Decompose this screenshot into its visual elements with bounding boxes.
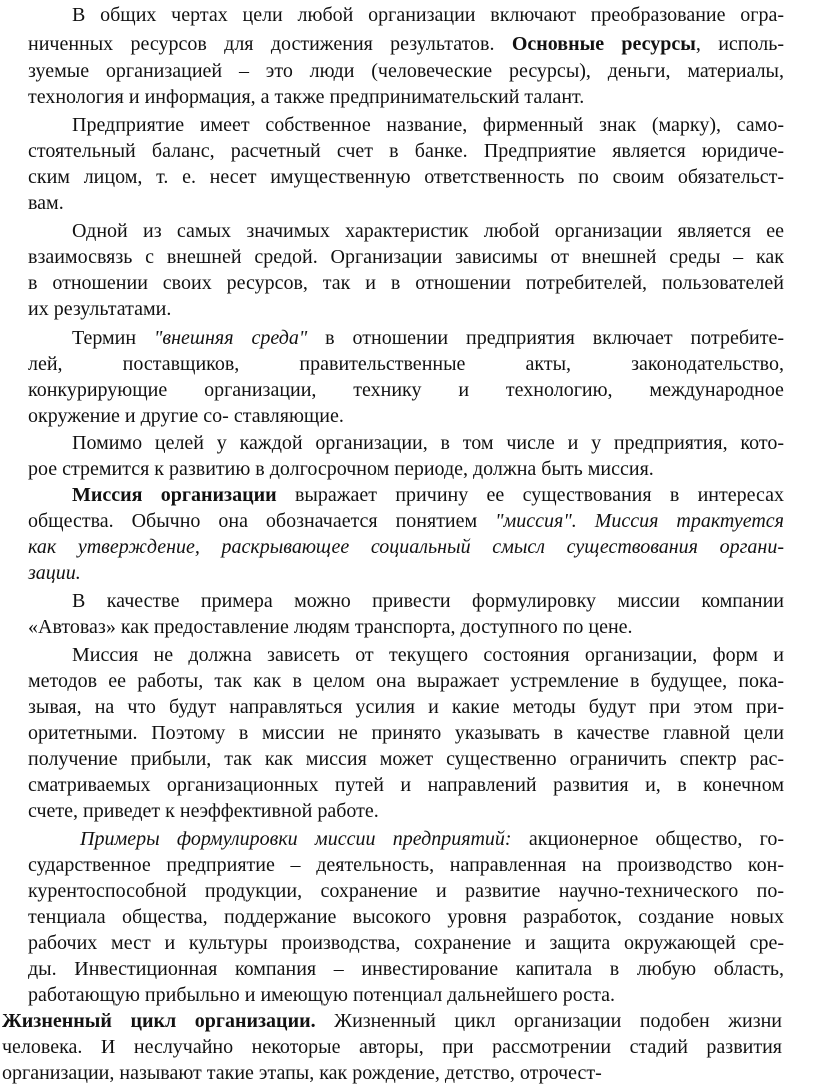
paragraph-6-line [72, 482, 784, 509]
paragraph-8-line: счете, приведет к неэффективной работе. [28, 800, 379, 822]
paragraph-1-line: технология и информация, а также предпринимательский талант. [28, 86, 585, 108]
paragraph-8-line: зывая, на что будут направляться усилия и какие методы будут при этом при- [28, 696, 784, 718]
paragraph-1-line: зуемые организацией – это люди (человеческие ресурсы), деньги, материалы, [28, 60, 784, 82]
paragraph-3-line: взаимосвязь с внешней средой. Организации зависимы от внешней среды – как [28, 246, 784, 268]
paragraph-3-line: их результатами. [28, 298, 172, 320]
paragraph-4-line [72, 325, 784, 352]
paragraph-10-line [2, 1008, 782, 1035]
paragraph-9-line: работающую прибыльно и имеющую потенциал дальнейшего роста. [28, 984, 616, 1006]
paragraph-9-line: курентоспособной продукции, сохранение и развитие научно-технического по- [28, 880, 784, 902]
word: акты, [525, 353, 572, 375]
word: технологию, [505, 379, 613, 401]
paragraph-8-line: сматриваемых организационных путей и направлений развития и, в конечном [28, 774, 784, 796]
italic-term: "внешняя среда" [154, 327, 308, 349]
paragraph-5-line: рое стремится к развитию в долгосрочном периоде, должна быть миссия. [28, 458, 654, 480]
word: правительственные [299, 353, 466, 375]
bold-heading: Жизненный цикл организации. [2, 1010, 316, 1032]
word: международное [649, 379, 784, 401]
paragraph-8-line: Миссия не должна зависеть от текущего состояния организации, форм и [72, 644, 784, 666]
paragraph-8-line: получение прибыли, так как миссия может существенно ограничить спектр рас- [28, 748, 784, 770]
text-run: выражает причину ее существования в интересах [276, 484, 785, 506]
italic-text: зации. [28, 562, 81, 584]
paragraph-7-line: «Автоваз» как предоставление людям транспорта, доступного по цене. [28, 616, 633, 638]
text-run: , исполь- [695, 33, 785, 55]
paragraph-5-line: Помимо целей у каждой организации, в том числе и у предприятия, кото- [72, 432, 784, 454]
paragraph-8-line: оритетными. Поэтому в миссии не принято указывать в качестве главной цели [28, 722, 784, 744]
paragraph-7-line: В качестве примера можно привести формулировку миссии компании [72, 590, 784, 612]
paragraph-1-line [28, 31, 784, 58]
word: конкурирующие [28, 379, 168, 401]
paragraph-3-line: в отношении своих ресурсов, так и в отношении потребителей, пользователей [28, 272, 784, 294]
paragraph-10-line: организации, называют такие этапы, как рождение, детство, отрочест- [2, 1062, 602, 1084]
italic-term: "миссия" [495, 510, 572, 532]
paragraph-6-line [28, 560, 81, 587]
word: организации, [204, 379, 317, 401]
paragraph-9-line: рабочих мест и культуры производства, сохранение и защита окружающей сре- [28, 932, 784, 954]
word: лей, [28, 353, 63, 375]
paragraph-2-line: Предприятие имеет собственное название, фирменный знак (марку), само- [72, 114, 784, 136]
paragraph-1-line: В общих чертах цели любой организации включают преобразование огра- [72, 4, 784, 26]
text-run: общества. Обычно она обозначается понятием [28, 510, 496, 532]
italic-text: . Миссия трактуется [571, 510, 784, 532]
italic-text: как утверждение, раскрывающее социальный смысл существования органи- [28, 536, 784, 558]
paragraph-4-line [28, 377, 784, 404]
paragraph-4-line [28, 351, 784, 378]
paragraph-4-line: окружение и другие со- ставляющие. [28, 405, 344, 427]
paragraph-6-line [28, 534, 784, 561]
text-run: Термин [72, 327, 155, 349]
paragraph-9-line: сударственное предприятие – деятельность, направленная на производство кон- [28, 854, 784, 876]
text-run: в отношении предприятия включает потребите- [307, 327, 784, 349]
italic-lead: Примеры формулировки миссии предприятий: [80, 828, 512, 850]
paragraph-9-line: ды. Инвестиционная компания – инвестирование капитала в любую область, [28, 958, 784, 980]
word: технику [353, 379, 422, 401]
paragraph-10-line: человека. И неслучайно некоторые авторы, при рассмотрении стадий развития [2, 1036, 782, 1058]
word: поставщиков, [122, 353, 240, 375]
paragraph-2-line: ским лицом, т. е. несет имущественную ответственность по своим обязательст- [28, 166, 784, 188]
text-run: Жизненный цикл организации подобен жизни [315, 1010, 782, 1032]
text-run: акционерное общество, го- [511, 828, 784, 850]
paragraph-3-line: Одной из самых значимых характеристик любой организации является ее [72, 220, 784, 242]
bold-term: Основные ресурсы [511, 33, 696, 55]
word: и [458, 379, 470, 401]
bold-term: Миссия организации [72, 484, 277, 506]
word: законодательство, [631, 353, 784, 375]
paragraph-6-line [28, 508, 784, 535]
paragraph-2-line: вам. [28, 192, 64, 214]
paragraph-2-line: стоятельный баланс, расчетный счет в банке. Предприятие является юридиче- [28, 140, 784, 162]
paragraph-8-line: методов ее работы, так как в целом она выражает устремление в будущее, пока- [28, 670, 784, 692]
paragraph-9-line: тенциала общества, поддержание высокого уровня разработок, создание новых [28, 906, 784, 928]
paragraph-9-line [80, 826, 784, 853]
text-run: ниченных ресурсов для достижения результатов. [28, 33, 512, 55]
